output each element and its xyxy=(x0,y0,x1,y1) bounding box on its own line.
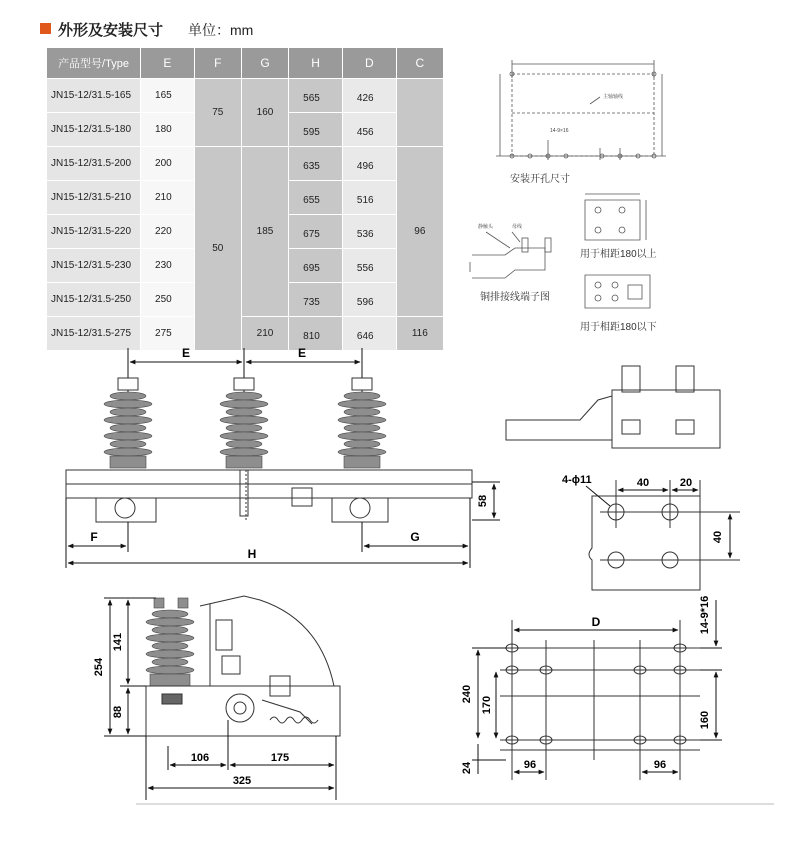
dim-f: F xyxy=(90,530,98,544)
d-cell: 556 xyxy=(342,249,396,283)
section-title: 外形及安装尺寸 xyxy=(58,22,164,39)
static-contact-label: 静触头 xyxy=(478,224,494,230)
dim-160: 160 xyxy=(699,710,711,730)
dim-holes: 4-ϕ11 xyxy=(562,474,592,486)
slot-label: 14-9×16 xyxy=(550,128,569,134)
dim-h: H xyxy=(247,547,257,561)
model-cell: JN15-12/31.5-200 xyxy=(47,147,141,181)
col-e: E xyxy=(141,48,195,79)
dim-96-right: 96 xyxy=(653,759,667,771)
front-view xyxy=(66,346,500,568)
model-cell: JN15-12/31.5-230 xyxy=(47,249,141,283)
e-cell: 230 xyxy=(141,249,195,283)
dim-20: 20 xyxy=(679,477,693,489)
e-cell: 200 xyxy=(141,147,195,181)
c-cell: 96 xyxy=(396,147,443,317)
dim-40-horizontal: 40 xyxy=(636,477,650,489)
col-g: G xyxy=(241,48,288,79)
below-180-caption: 用于相距180以下 xyxy=(580,322,657,333)
h-cell: 735 xyxy=(289,283,343,317)
plate-below-180 xyxy=(585,275,650,308)
plate-above-180 xyxy=(585,194,646,240)
model-cell: JN15-12/31.5-275 xyxy=(47,317,141,351)
g-cell: 185 xyxy=(241,147,288,317)
d-cell: 536 xyxy=(342,215,396,249)
dim-g: G xyxy=(410,530,420,544)
dim-106: 106 xyxy=(190,752,210,764)
col-type: 产品型号/Type xyxy=(47,48,141,79)
g-cell: 160 xyxy=(241,79,288,147)
d-cell: 646 xyxy=(342,317,396,351)
e-cell: 275 xyxy=(141,317,195,351)
h-cell: 595 xyxy=(289,113,343,147)
h-cell: 565 xyxy=(289,79,343,113)
e-cell: 180 xyxy=(141,113,195,147)
dim-170: 170 xyxy=(481,695,493,715)
e-cell: 220 xyxy=(141,215,195,249)
model-cell: JN15-12/31.5-180 xyxy=(47,113,141,147)
dim-e-left: E xyxy=(181,346,191,360)
terminal-detail xyxy=(506,366,720,448)
dim-141: 141 xyxy=(112,632,124,652)
dim-240: 240 xyxy=(461,684,473,704)
dim-d: D xyxy=(591,615,601,629)
g-cell: 210 xyxy=(241,317,288,351)
unit-label: 单位：mm xyxy=(188,22,254,38)
dim-58: 58 xyxy=(477,494,489,508)
f-cell: 75 xyxy=(194,79,241,147)
dim-24: 24 xyxy=(461,761,473,775)
above-180-caption: 用于相距180以上 xyxy=(580,249,657,260)
model-cell: JN15-12/31.5-210 xyxy=(47,181,141,215)
h-cell: 695 xyxy=(289,249,343,283)
d-cell: 456 xyxy=(342,113,396,147)
dim-254: 254 xyxy=(93,657,105,677)
dim-96-left: 96 xyxy=(523,759,537,771)
h-cell: 810 xyxy=(289,317,343,351)
f-cell: 50 xyxy=(194,147,241,351)
model-cell: JN15-12/31.5-220 xyxy=(47,215,141,249)
busbar-caption: 铜排接线端子图 xyxy=(480,292,550,303)
d-cell: 496 xyxy=(342,147,396,181)
dim-40-vertical: 40 xyxy=(712,530,724,544)
model-cell: JN15-12/31.5-250 xyxy=(47,283,141,317)
dim-175: 175 xyxy=(270,752,290,764)
e-cell: 210 xyxy=(141,181,195,215)
col-h: H xyxy=(289,48,343,79)
col-f: F xyxy=(194,48,241,79)
mounting-hole-drawing xyxy=(496,60,666,160)
c-cell: 116 xyxy=(396,317,443,351)
dim-88: 88 xyxy=(112,705,124,719)
h-cell: 655 xyxy=(289,181,343,215)
dim-e-right: E xyxy=(297,346,307,360)
d-cell: 516 xyxy=(342,181,396,215)
model-cell: JN15-12/31.5-165 xyxy=(47,79,141,113)
base-mounting-plan xyxy=(461,596,722,780)
d-cell: 596 xyxy=(342,283,396,317)
col-c: C xyxy=(396,48,443,79)
busbar-terminal-drawing xyxy=(470,232,551,278)
busbar-small-label: 母线 xyxy=(512,224,523,230)
e-cell: 165 xyxy=(141,79,195,113)
dim-14-9-16: 14-9*16 xyxy=(699,595,711,635)
h-cell: 675 xyxy=(289,215,343,249)
d-cell: 426 xyxy=(342,79,396,113)
side-view xyxy=(93,596,340,800)
mounting-hole-caption: 安装开孔尺寸 xyxy=(510,174,570,185)
col-d: D xyxy=(342,48,396,79)
h-cell: 635 xyxy=(289,147,343,181)
main-shaft-label: 主轴轴线 xyxy=(603,94,624,100)
e-cell: 250 xyxy=(141,283,195,317)
dim-325: 325 xyxy=(232,775,252,787)
